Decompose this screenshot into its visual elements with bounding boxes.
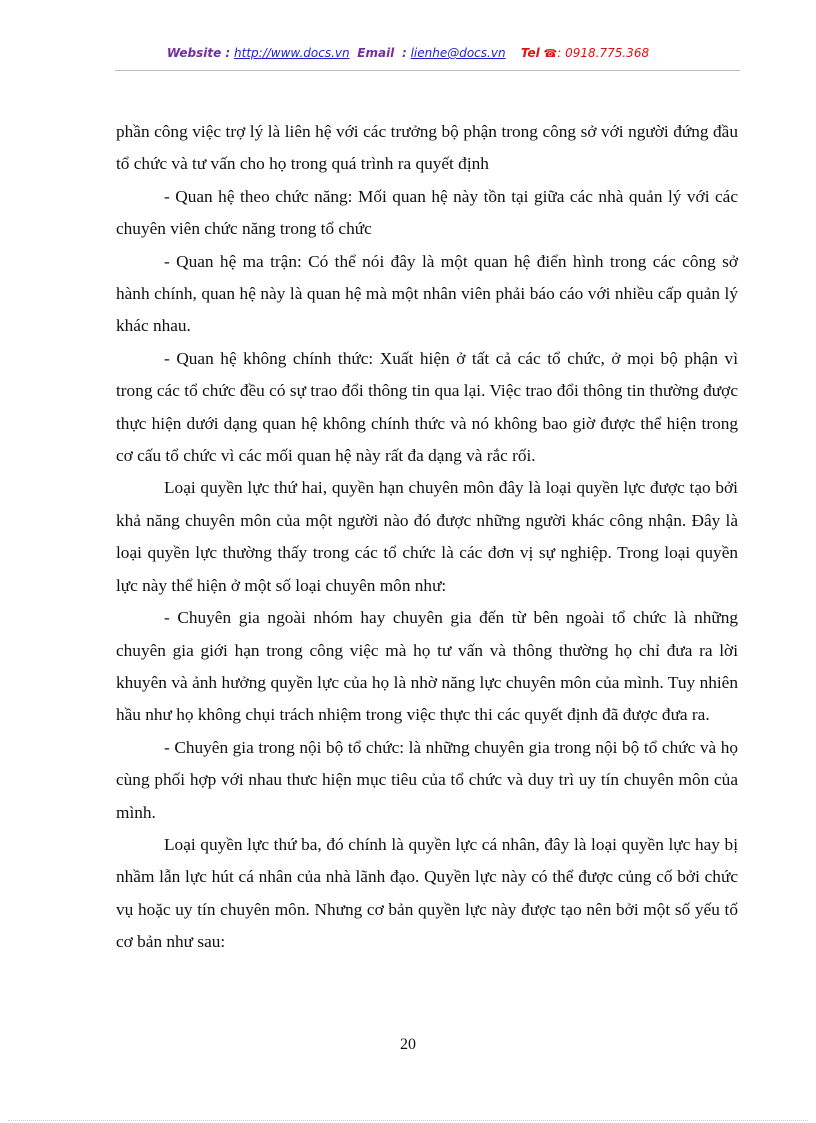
website-label: Website : <box>166 46 231 60</box>
website-link[interactable]: http://www.docs.vn <box>234 46 350 60</box>
paragraph: - Chuyên gia trong nội bộ tổ chức: là những chuyên gia trong nội bộ tổ chức và họ cùng phối hợp với nhau thưc hiện mục tiêu của tổ chức và duy trì uy tín chuyên môn của mình. <box>116 737 738 822</box>
header-divider <box>115 70 740 71</box>
email-link[interactable]: lienhe@docs.vn <box>410 46 506 60</box>
phone-icon: ☎ <box>543 47 558 60</box>
paragraph: - Quan hệ không chính thức: Xuất hiện ở tất cả các tổ chức, ở mọi bộ phận vì trong các tổ chức đều có sự trao đổi thông tin qua lại. Việc trao đổi thông tin thường được thực hiện dưới dạng quan hệ không chính thức và nó không bao giờ được thể hiện trong cơ cấu tổ chức vì các mối quan hệ này rất đa dạng và rắc rối. <box>116 348 738 466</box>
paragraph: Loại quyền lực thứ ba, đó chính là quyền lực cá nhân, đây là loại quyền lực hay bị nhầm lẫn lực hút cá nhân của nhà lãnh đạo. Quyền lực này có thể được củng cố bởi chức vụ hoặc uy tín chuyên môn. Nhưng cơ bản quyền lực này được tạo nên bởi một số yếu tố cơ bản như sau: <box>116 834 738 952</box>
paragraph: Loại quyền lực thứ hai, quyền hạn chuyên môn đây là loại quyền lực được tạo bởi khả năng chuyên môn của một người nào đó được những người khác công nhận. Đây là loại quyền lực thường thấy trong các tổ chức là các đơn vị sự nghiệp. Trong loại quyền lực này thể hiện ở một số loại chuyên môn như: <box>116 478 738 595</box>
tel-number: : 0918.775.368 <box>557 46 650 60</box>
page-header <box>0 46 816 60</box>
tel-label: Tel <box>520 46 540 60</box>
email-label: Email <box>357 46 395 60</box>
email-separator: : <box>401 46 407 60</box>
paragraph: phần công việc trợ lý là liên hệ với các trưởng bộ phận trong công sở với người đứng đầu tổ chức và tư vấn cho họ trong quá trình ra quyết định <box>116 122 738 174</box>
page-bottom-divider <box>8 1120 808 1121</box>
paragraph: - Chuyên gia ngoài nhóm hay chuyên gia đến từ bên ngoài tổ chức là những chuyên gia giới hạn trong công việc mà họ tư vấn và thông thường họ chỉ đưa ra lời khuyên và ảnh hưởng quyền lực của họ là nhờ năng lực chuyên môn của mình. Tuy nhiên hầu như họ không chụi trách nhiệm trong việc thực thi các quyết định đã được đưa ra. <box>116 608 738 725</box>
document-body <box>116 116 738 959</box>
paragraph: - Quan hệ ma trận: Có thể nói đây là một quan hệ điển hình trong các công sở hành chính, quan hệ này là quan hệ mà một nhân viên phải báo cáo với nhiều cấp quản lý khác nhau. <box>116 251 738 336</box>
paragraph: - Quan hệ theo chức năng: Mối quan hệ này tồn tại giữa các nhà quản lý với các chuyên viên chức năng trong tổ chức <box>116 186 738 239</box>
page-number: 20 <box>400 1036 416 1053</box>
